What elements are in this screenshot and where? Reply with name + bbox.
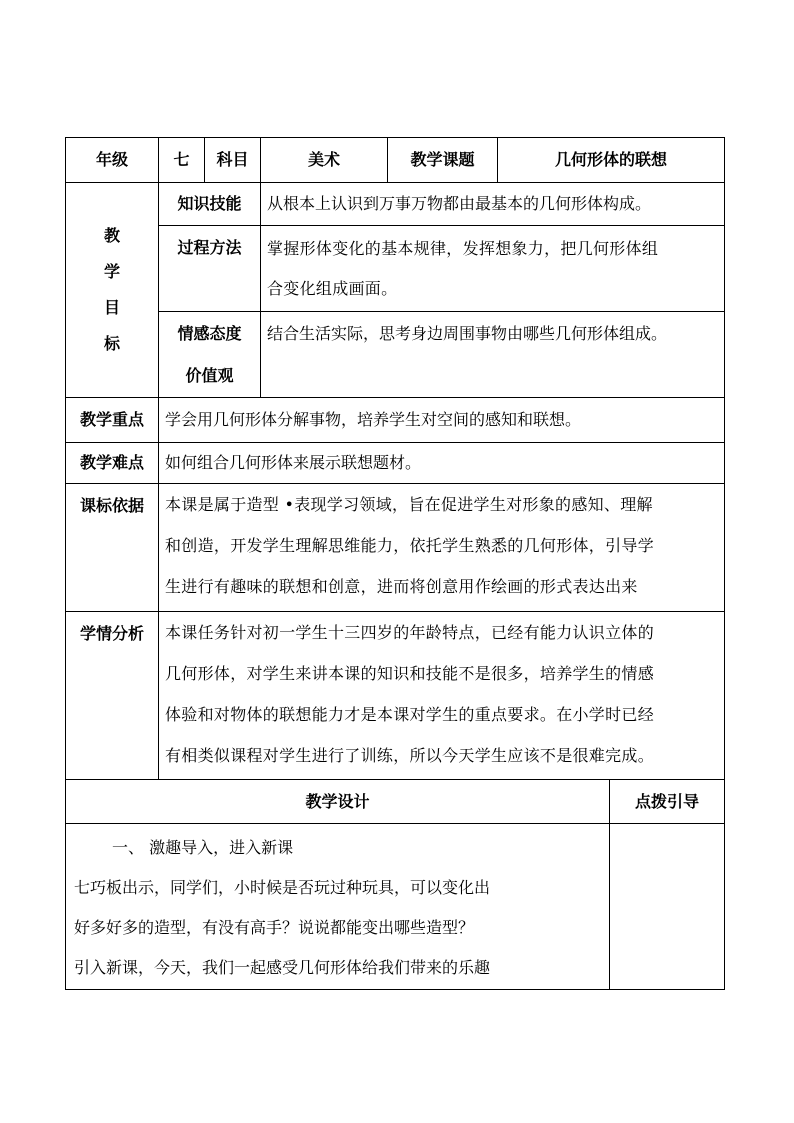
process-method-label: 过程方法 — [159, 226, 261, 312]
key-point-text: 学会用几何形体分解事物，培养学生对空间的感知和联想。 — [159, 398, 725, 443]
knowledge-skill-text: 从根本上认识到万事万物都由最基本的几何形体构成。 — [261, 183, 725, 226]
design-body-row — [66, 824, 725, 990]
objectives-label-char: 标 — [103, 334, 120, 353]
text-line: 七巧板出示，同学们，小时候是否玩过种玩具，可以变化出 — [74, 878, 491, 897]
difficulty-label: 教学难点 — [66, 443, 159, 484]
standard-basis-text — [159, 484, 725, 612]
design-content — [66, 824, 610, 990]
objective-row-process — [66, 226, 725, 312]
standard-basis-row — [66, 484, 725, 612]
grade-label: 年级 — [66, 138, 159, 183]
text-line: 几何形体，对学生来讲本课的知识和技能不是很多，培养学生的情感 — [165, 664, 655, 683]
key-point-row — [66, 398, 725, 443]
text-line: 引入新课，今天，我们一起感受几何形体给我们带来的乐趣 — [74, 958, 491, 977]
guidance-header: 点拨引导 — [610, 780, 725, 824]
emotion-values-text: 结合生活实际，思考身边周围事物由哪些几何形体组成。 — [261, 312, 725, 398]
objectives-label-char: 教 — [103, 226, 120, 245]
text-line: 生进行有趣味的联想和创意，进而将创意用作绘画的形式表达出来 — [165, 577, 638, 596]
text-line: 好多好多的造型，有没有高手？说说都能变出哪些造型？ — [74, 918, 475, 937]
difficulty-text: 如何组合几何形体来展示联想题材。 — [159, 443, 725, 484]
header-row — [66, 138, 725, 183]
objective-row-emotion — [66, 312, 725, 398]
difficulty-row — [66, 443, 725, 484]
text-line: 体验和对物体的联想能力才是本课对学生的重点要求。在小学时已经 — [165, 705, 655, 724]
subject-label: 科目 — [205, 138, 261, 183]
lesson-plan-table — [65, 137, 725, 990]
text-line: 掌握形体变化的基本规律，发挥想象力，把几何形体组 — [267, 238, 659, 258]
objectives-label — [66, 183, 159, 398]
standard-basis-label: 课标依据 — [66, 484, 159, 612]
text-line: 有相类似课程对学生进行了训练，所以今天学生应该不是很难完成。 — [165, 746, 655, 765]
label-line: 价值观 — [185, 365, 234, 385]
student-analysis-row — [66, 612, 725, 780]
objectives-label-char: 目 — [103, 298, 120, 317]
topic-label: 教学课题 — [388, 138, 498, 183]
text-line: 和创造，开发学生理解思维能力，依托学生熟悉的几何形体，引导学 — [165, 536, 655, 555]
section-heading: 一、 激趣导入，进入新课 — [112, 838, 294, 857]
knowledge-skill-label: 知识技能 — [159, 183, 261, 226]
process-method-text — [261, 226, 725, 312]
student-analysis-label: 学情分析 — [66, 612, 159, 780]
guidance-content — [610, 824, 725, 990]
topic-value: 几何形体的联想 — [498, 138, 725, 183]
design-header-row — [66, 780, 725, 824]
text-line: 合变化组成画面。 — [267, 278, 398, 298]
emotion-values-label — [159, 312, 261, 398]
key-point-label: 教学重点 — [66, 398, 159, 443]
label-line: 情感态度 — [177, 323, 242, 343]
objectives-label-char: 学 — [103, 262, 120, 281]
text-line: 本课任务针对初一学生十三四岁的年龄特点，已经有能力认识立体的 — [165, 623, 655, 642]
grade-value: 七 — [159, 138, 205, 183]
text-line: 本课是属于造型 •表现学习领域，旨在促进学生对形象的感知、理解 — [165, 495, 653, 514]
objective-row-knowledge — [66, 183, 725, 226]
subject-value: 美术 — [261, 138, 388, 183]
student-analysis-text — [159, 612, 725, 780]
design-header: 教学设计 — [66, 780, 610, 824]
